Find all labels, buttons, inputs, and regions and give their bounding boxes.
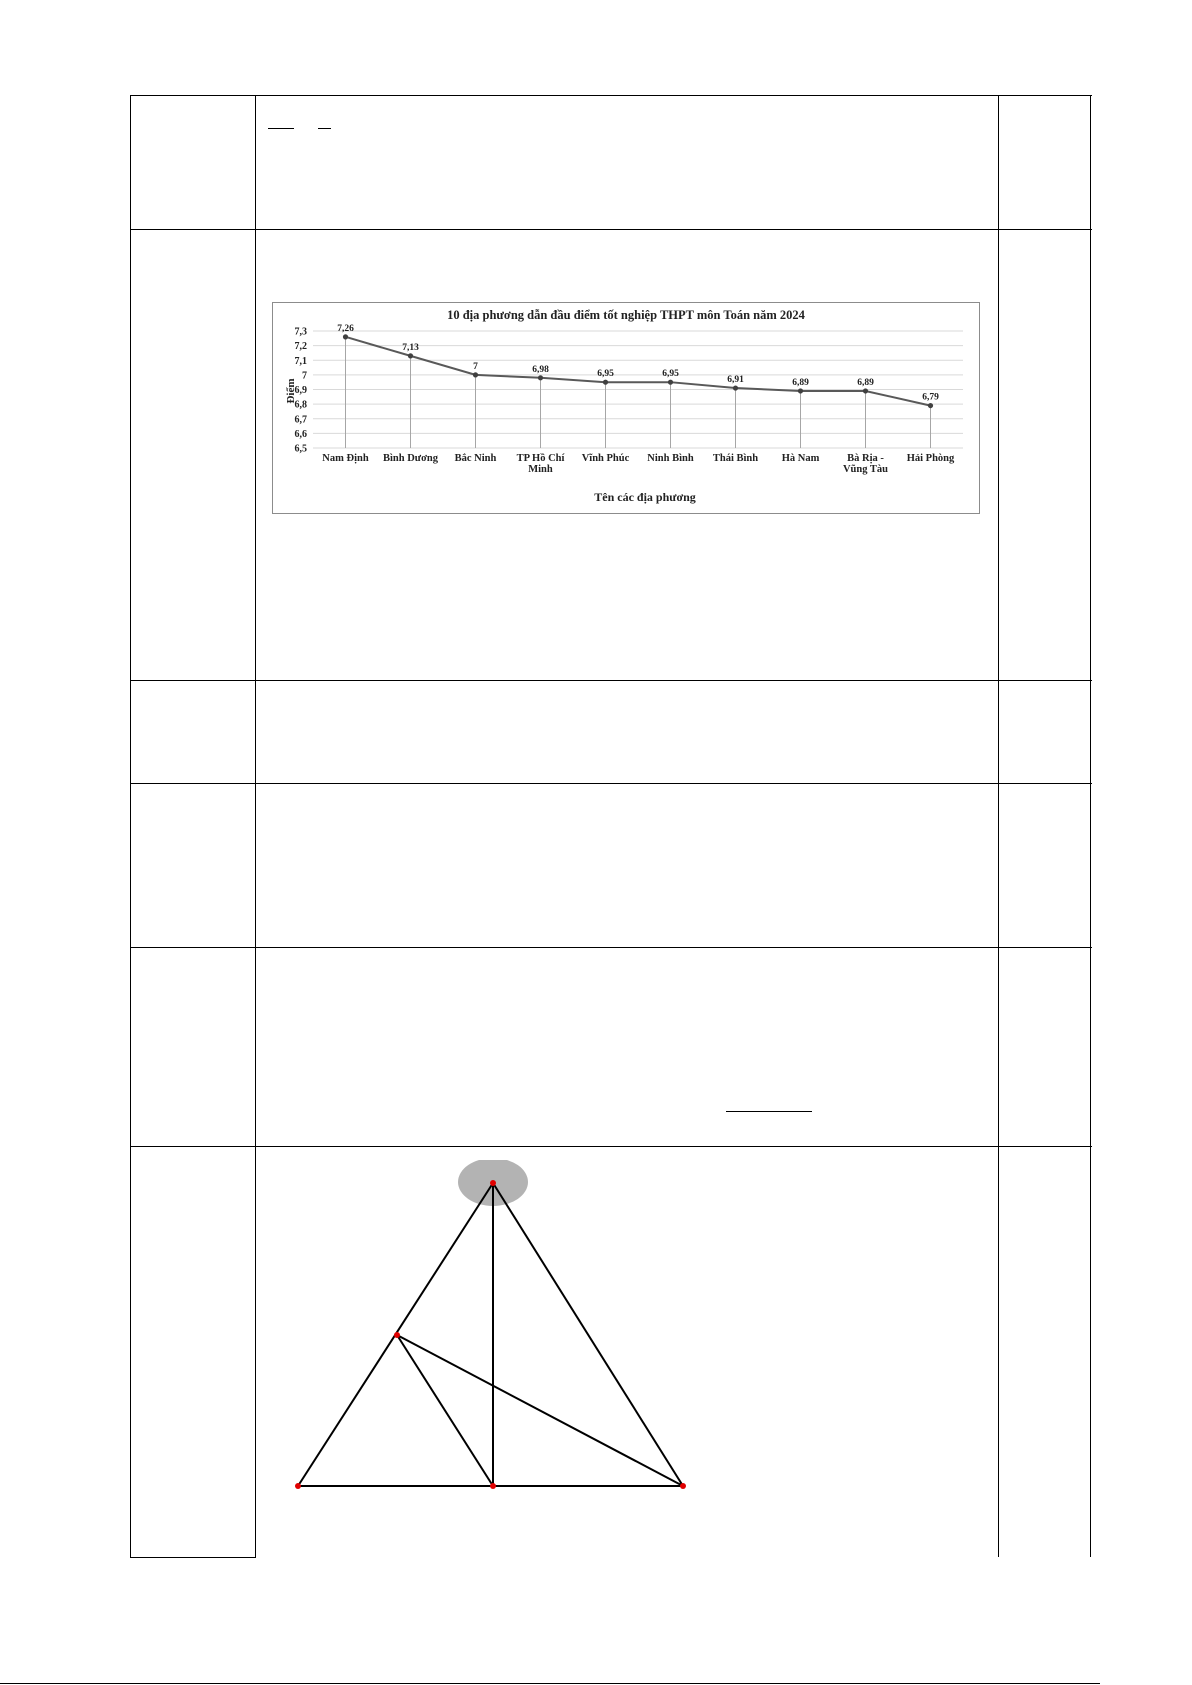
chart-point	[343, 334, 348, 339]
chart-data-label: 6,98	[532, 364, 549, 375]
footer-rule	[0, 1683, 1100, 1684]
answer-underline	[726, 1111, 812, 1112]
chart-y-tick-label: 7	[302, 370, 307, 382]
chart-point	[603, 380, 608, 385]
table-divider-1	[255, 95, 256, 1557]
chart-y-tick-label: 6,9	[294, 385, 307, 396]
chart-y-tick-label: 7,1	[294, 355, 307, 367]
chart-drop-lines	[346, 337, 931, 448]
chart-data-label: 6,79	[922, 392, 939, 403]
chart-series-line	[346, 337, 931, 406]
chart-data-label: 6,95	[662, 369, 679, 380]
chart-x-tick-label: Thái Bình	[712, 453, 759, 464]
chart-data-label: 6,89	[792, 377, 809, 388]
chart-x-tick-label: Bắc Ninh	[454, 453, 497, 464]
chart-x-tick-label: Bình Dương	[382, 453, 439, 464]
chart-data-label: 7,26	[337, 323, 354, 334]
geometry-figure-svg	[260, 1160, 720, 1520]
row-border-top	[130, 95, 1092, 96]
row-border-2	[130, 680, 1092, 681]
row-border-3	[130, 783, 1092, 784]
chart-y-tick-label: 7,2	[294, 341, 307, 353]
vertex-point	[490, 1180, 496, 1186]
chart-point	[473, 372, 478, 377]
chart-y-tick-label: 6,7	[294, 414, 307, 426]
table-border-left	[130, 95, 131, 1557]
chart-point	[668, 380, 673, 385]
chart-data-label: 7	[473, 361, 478, 372]
chart-data-label: 6,91	[727, 375, 744, 386]
row-border-5	[130, 1146, 1092, 1147]
chart-x-tick-label: Hải Phòng	[906, 453, 955, 464]
vertex-point	[680, 1483, 686, 1489]
line-chart-svg	[273, 303, 979, 513]
fraction-bar	[268, 128, 294, 129]
vertex-point	[394, 1332, 400, 1338]
vertex-point	[490, 1483, 496, 1489]
chart-data-label: 7,13	[402, 342, 419, 353]
chart-x-tick-label: TP Hồ Chí	[516, 453, 565, 464]
chart-x-tick-label: Nam Định	[322, 453, 369, 464]
segment-right-side	[493, 1183, 683, 1486]
chart-point	[408, 353, 413, 358]
row-border-1	[130, 229, 1092, 230]
chart-point	[733, 385, 738, 390]
chart-point	[538, 375, 543, 380]
chart-y-tick-label: 6,5	[294, 443, 307, 455]
chart-x-tick-label: Minh	[528, 464, 553, 475]
fraction-bar	[318, 128, 331, 129]
chart-y-tick-label: 7,3	[294, 326, 307, 338]
chart-y-axis-label: Điểm	[285, 378, 297, 404]
segment-inner-1	[397, 1335, 493, 1486]
chart-x-axis-label: Tên các địa phương	[594, 490, 696, 504]
chart-y-tick-label: 6,8	[294, 399, 307, 411]
chart-point	[928, 403, 933, 408]
geometry-figure	[260, 1160, 720, 1520]
chart-x-ticks	[322, 453, 955, 475]
chart-x-tick-label: Vĩnh Phúc	[581, 453, 630, 464]
table-divider-2	[998, 95, 999, 1557]
chart-title: 10 địa phương dẫn đầu điểm tốt nghiệp THPT môn Toán năm 2024	[447, 308, 805, 322]
line-chart	[272, 302, 980, 514]
chart-y-tick-label: 6,6	[294, 428, 307, 440]
row-border-4	[130, 947, 1092, 948]
chart-x-tick-label: Vũng Tàu	[842, 464, 889, 475]
chart-point	[863, 388, 868, 393]
chart-x-tick-label: Ninh Bình	[647, 453, 694, 464]
row-border-bottom	[130, 1557, 256, 1558]
chart-y-ticks	[295, 327, 308, 455]
segment-inner-2	[397, 1335, 683, 1486]
chart-x-tick-label: Hà Nam	[781, 453, 820, 464]
chart-point	[798, 388, 803, 393]
chart-series	[346, 337, 931, 406]
vertex-point	[295, 1483, 301, 1489]
chart-data-label: 6,95	[597, 369, 614, 380]
table-border-right	[1090, 95, 1091, 1557]
chart-x-tick-label: Bà Rịa -	[847, 453, 884, 464]
chart-data-label: 6,89	[857, 377, 874, 388]
